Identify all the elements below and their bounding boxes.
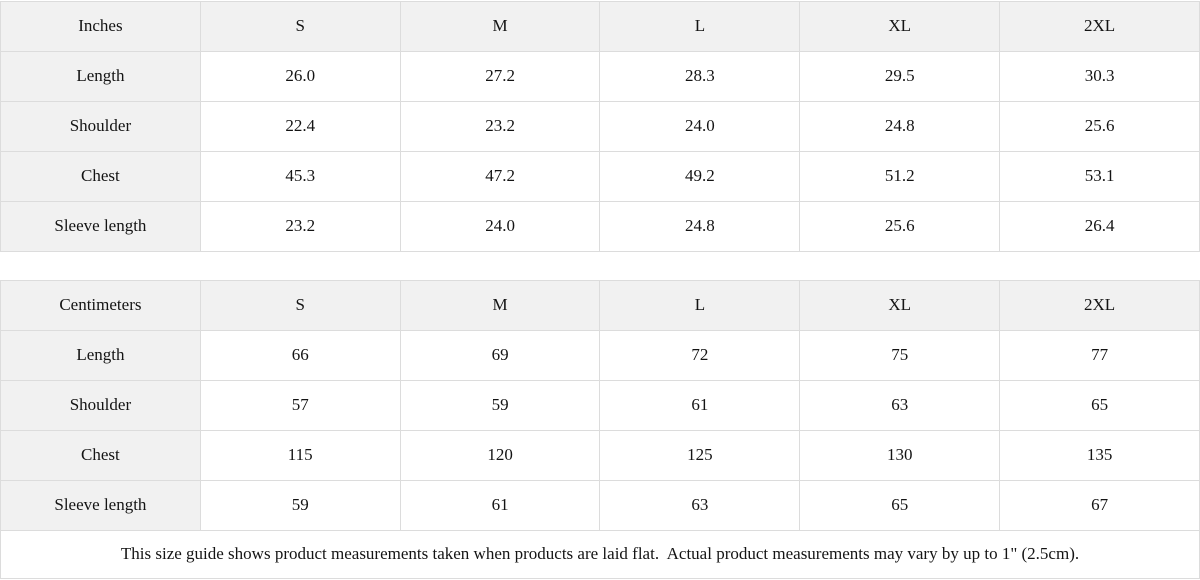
- measurement-value-cell: 45.3: [200, 152, 400, 202]
- table-row: [1, 381, 1200, 431]
- measurement-value-cell: 63: [600, 481, 800, 531]
- inches-header-row: [1, 2, 1200, 52]
- size-header-cell: L: [600, 281, 800, 331]
- measurement-label-cell: Sleeve length: [1, 202, 201, 252]
- size-guide-note: This size guide shows product measurements taken when products are laid flat. Actual product measurements may vary by up to 1" (2.5cm).: [1, 531, 1200, 579]
- measurement-label-cell: Chest: [1, 152, 201, 202]
- measurement-value-cell: 24.0: [400, 202, 600, 252]
- measurement-value-cell: 27.2: [400, 52, 600, 102]
- measurement-value-cell: 24.0: [600, 102, 800, 152]
- size-header-cell: XL: [800, 2, 1000, 52]
- measurement-value-cell: 23.2: [200, 202, 400, 252]
- measurement-value-cell: 61: [400, 481, 600, 531]
- table-row: [1, 431, 1200, 481]
- measurement-value-cell: 63: [800, 381, 1000, 431]
- size-header-cell: L: [600, 2, 800, 52]
- footnote-row: [1, 531, 1200, 579]
- table-row: [1, 202, 1200, 252]
- measurement-value-cell: 59: [200, 481, 400, 531]
- measurement-value-cell: 61: [600, 381, 800, 431]
- measurement-value-cell: 65: [800, 481, 1000, 531]
- size-header-cell: S: [200, 281, 400, 331]
- table-spacer: [0, 252, 1200, 280]
- measurement-value-cell: 22.4: [200, 102, 400, 152]
- unit-header-cell: Centimeters: [1, 281, 201, 331]
- measurement-value-cell: 25.6: [1000, 102, 1200, 152]
- table-row: [1, 481, 1200, 531]
- measurement-value-cell: 66: [200, 331, 400, 381]
- measurement-label-cell: Chest: [1, 431, 201, 481]
- measurement-value-cell: 77: [1000, 331, 1200, 381]
- measurement-value-cell: 57: [200, 381, 400, 431]
- measurement-value-cell: 59: [400, 381, 600, 431]
- measurement-value-cell: 47.2: [400, 152, 600, 202]
- size-header-cell: M: [400, 2, 600, 52]
- size-header-cell: S: [200, 2, 400, 52]
- measurement-value-cell: 53.1: [1000, 152, 1200, 202]
- measurement-value-cell: 24.8: [800, 102, 1000, 152]
- measurement-value-cell: 30.3: [1000, 52, 1200, 102]
- measurement-value-cell: 24.8: [600, 202, 800, 252]
- measurement-label-cell: Length: [1, 331, 201, 381]
- measurement-value-cell: 75: [800, 331, 1000, 381]
- measurement-label-cell: Shoulder: [1, 381, 201, 431]
- measurement-value-cell: 29.5: [800, 52, 1000, 102]
- measurement-value-cell: 67: [1000, 481, 1200, 531]
- measurement-value-cell: 125: [600, 431, 800, 481]
- inches-table: [0, 1, 1200, 252]
- measurement-value-cell: 72: [600, 331, 800, 381]
- measurement-label-cell: Shoulder: [1, 102, 201, 152]
- table-row: [1, 102, 1200, 152]
- measurement-value-cell: 26.0: [200, 52, 400, 102]
- size-header-cell: M: [400, 281, 600, 331]
- measurement-value-cell: 51.2: [800, 152, 1000, 202]
- size-header-cell: XL: [800, 281, 1000, 331]
- measurement-value-cell: 130: [800, 431, 1000, 481]
- centimeters-table: [0, 280, 1200, 579]
- measurement-value-cell: 28.3: [600, 52, 800, 102]
- measurement-value-cell: 23.2: [400, 102, 600, 152]
- measurement-label-cell: Length: [1, 52, 201, 102]
- centimeters-header-row: [1, 281, 1200, 331]
- measurement-value-cell: 49.2: [600, 152, 800, 202]
- size-header-cell: 2XL: [1000, 281, 1200, 331]
- unit-header-cell: Inches: [1, 2, 201, 52]
- table-row: [1, 331, 1200, 381]
- measurement-value-cell: 135: [1000, 431, 1200, 481]
- measurement-value-cell: 26.4: [1000, 202, 1200, 252]
- measurement-value-cell: 115: [200, 431, 400, 481]
- size-header-cell: 2XL: [1000, 2, 1200, 52]
- measurement-value-cell: 69: [400, 331, 600, 381]
- table-row: [1, 52, 1200, 102]
- measurement-label-cell: Sleeve length: [1, 481, 201, 531]
- measurement-value-cell: 65: [1000, 381, 1200, 431]
- measurement-value-cell: 120: [400, 431, 600, 481]
- measurement-value-cell: 25.6: [800, 202, 1000, 252]
- table-row: [1, 152, 1200, 202]
